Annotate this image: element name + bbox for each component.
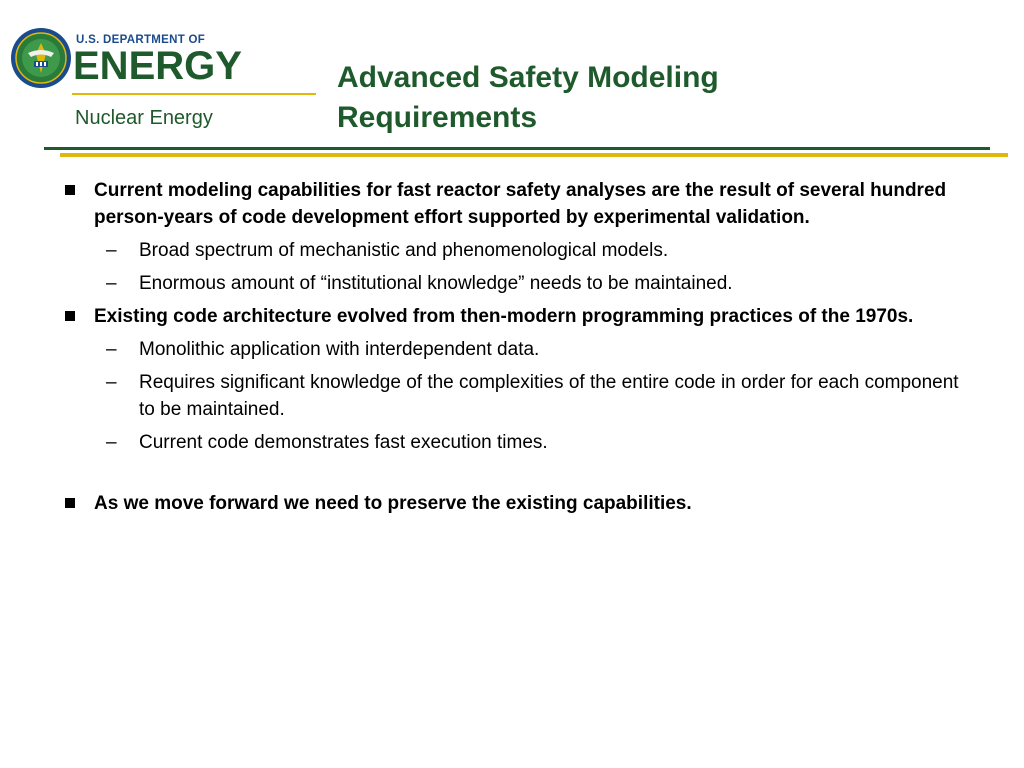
doe-seal-icon — [10, 27, 72, 89]
bullet-text: Current modeling capabilities for fast reactor safety analyses are the result of several hundred person-years of code development effort supported by experimental validation. — [94, 180, 947, 228]
spacer — [62, 462, 967, 490]
dash-bullet-icon: – — [106, 432, 117, 453]
sub-bullet-item — [62, 369, 967, 423]
square-bullet-icon — [65, 185, 75, 195]
sub-bullet-item — [62, 237, 967, 264]
bullet-text: Existing code architecture evolved from then-modern programming practices of the 1970s. — [94, 306, 914, 327]
sub-bullet-text: Enormous amount of “institutional knowledge” needs to be maintained. — [139, 273, 733, 294]
logo-divider — [72, 93, 316, 95]
logo-nuclear-energy-text: Nuclear Energy — [75, 107, 213, 129]
bullet-item — [62, 490, 967, 517]
slide-content — [62, 177, 967, 523]
slide-title-line2: Requirements — [337, 101, 538, 134]
sub-bullet-text: Monolithic application with interdependent data. — [139, 339, 540, 360]
bullet-item — [62, 303, 967, 330]
square-bullet-icon — [65, 311, 75, 321]
logo-department-text: U.S. DEPARTMENT OF — [76, 34, 206, 46]
sub-bullet-text: Requires significant knowledge of the complexities of the entire code in order for each component to be maintained. — [139, 372, 959, 420]
sub-bullet-text: Current code demonstrates fast execution times. — [139, 432, 548, 453]
sub-bullet-item — [62, 270, 967, 297]
sub-bullet-item — [62, 429, 967, 456]
dash-bullet-icon: – — [106, 273, 117, 294]
header-rule-green — [44, 147, 990, 150]
square-bullet-icon — [65, 498, 75, 508]
dash-bullet-icon: – — [106, 240, 117, 261]
sub-bullet-item — [62, 336, 967, 363]
dash-bullet-icon: – — [106, 372, 117, 393]
header-rule-gold — [60, 153, 1008, 157]
bullet-item — [62, 177, 967, 231]
bullet-text: As we move forward we need to preserve the existing capabilities. — [94, 493, 692, 514]
dash-bullet-icon: – — [106, 339, 117, 360]
slide-title — [337, 58, 957, 138]
slide-title-line1: Advanced Safety Modeling — [337, 61, 719, 94]
logo-energy-text: ENERGY — [73, 44, 242, 88]
sub-bullet-text: Broad spectrum of mechanistic and phenomenological models. — [139, 240, 669, 261]
